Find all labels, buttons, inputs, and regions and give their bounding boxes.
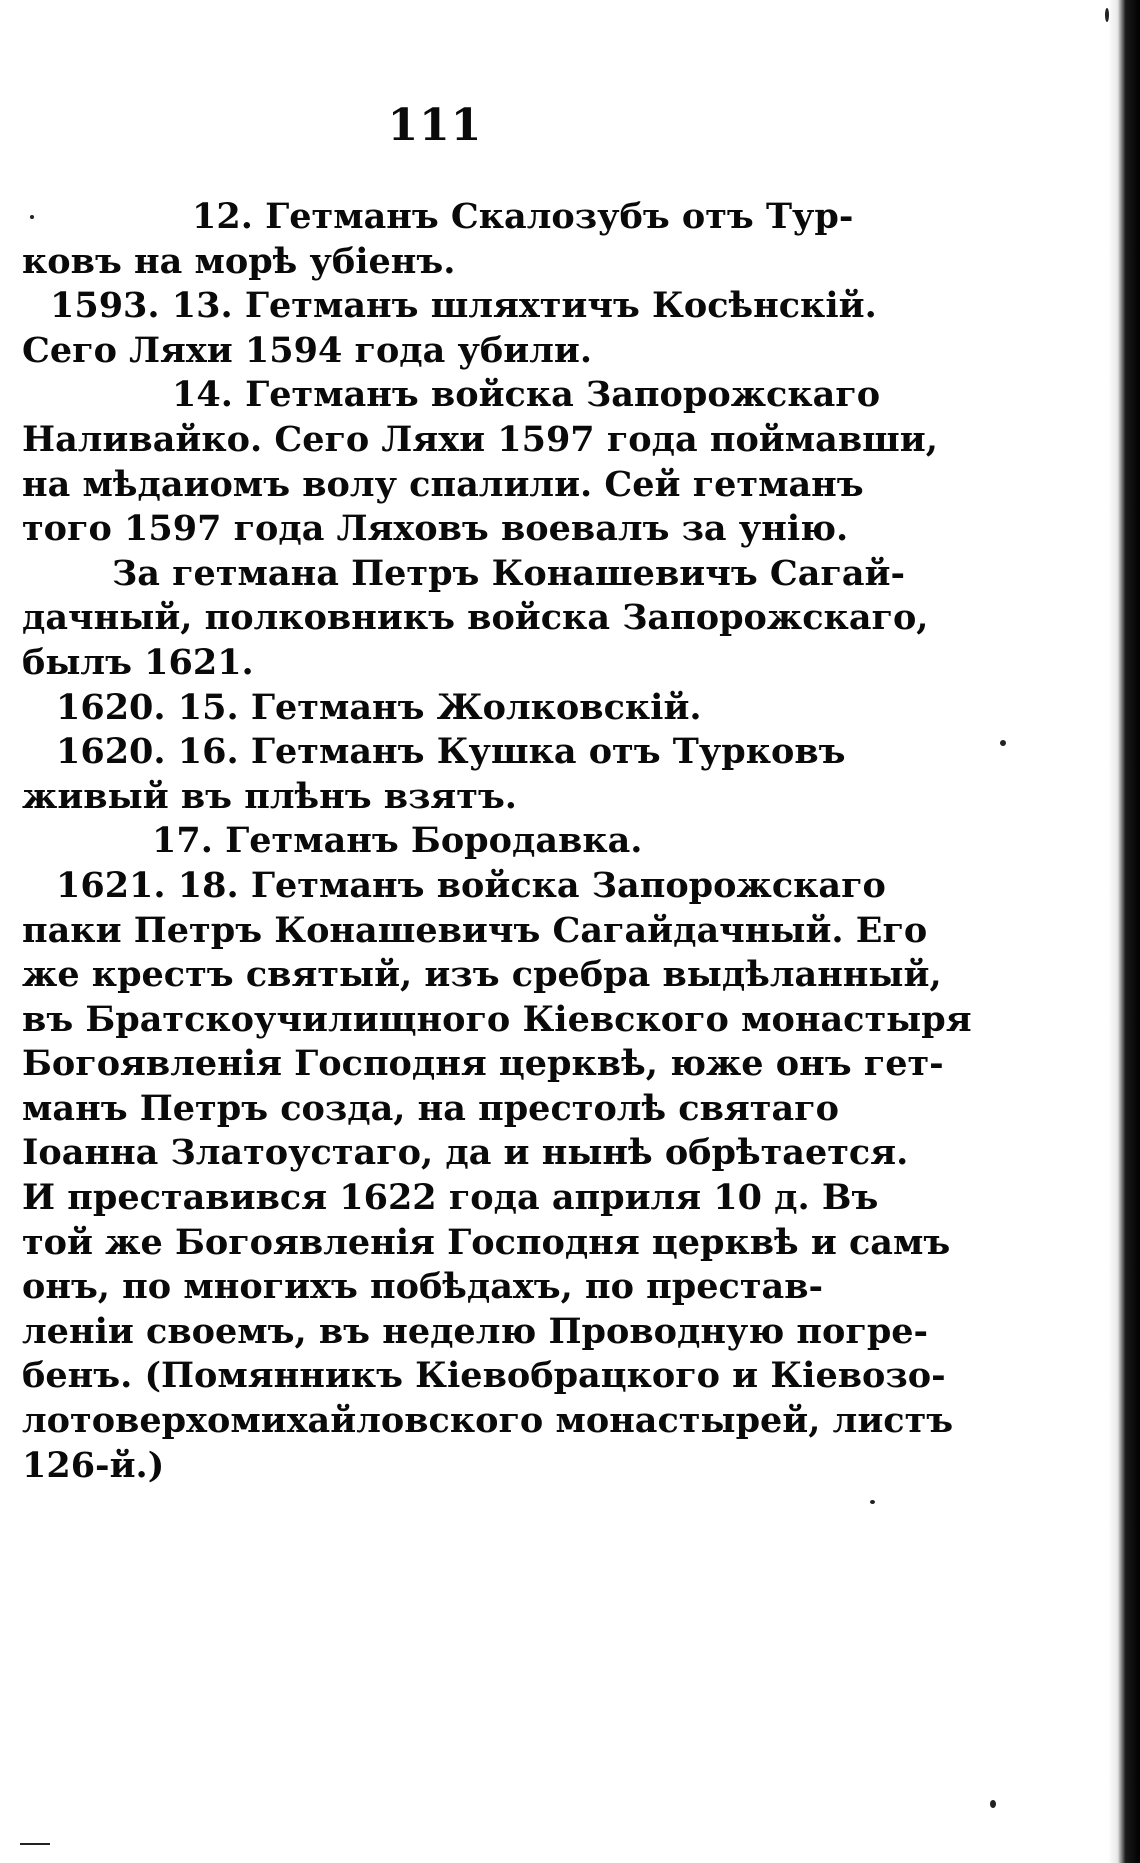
text-line: въ Братскоучилищного Кіевского монастыря xyxy=(22,998,972,1040)
text-line: Наливайко. Сего Ляхи 1597 года поймавши, xyxy=(22,418,938,460)
text-line: И преставився 1622 года априля 10 д. Въ xyxy=(22,1177,879,1219)
page-binding-edge xyxy=(1108,0,1140,1863)
print-speck xyxy=(20,1843,50,1845)
text-line: Богоявленія Господня церквѣ, юже онъ гет- xyxy=(22,1043,944,1085)
text-line: 1620. 16. Гетманъ Кушка отъ Турковъ xyxy=(56,731,846,773)
text-line: паки Петръ Конашевичъ Сагайдачный. Его xyxy=(22,909,928,951)
text-line: 1593. 13. Гетманъ шляхтичъ Косѣнскій. xyxy=(50,285,877,327)
text-line: лотоверхомихайловского монастырей, листъ xyxy=(22,1400,954,1442)
body-text xyxy=(22,195,972,1488)
print-speck xyxy=(30,215,34,219)
text-line: леніи своемъ, въ неделю Проводную погре- xyxy=(22,1310,929,1352)
text-line: того 1597 года Ляховъ воевалъ за унію. xyxy=(22,508,849,550)
text-line: же крестъ святый, изъ сребра выдѣланный, xyxy=(22,954,942,996)
text-line: былъ 1621. xyxy=(22,641,254,683)
print-speck xyxy=(990,1800,996,1808)
text-line: ковъ на морѣ убіенъ. xyxy=(22,240,456,282)
text-line: За гетмана Петръ Конашевичъ Сагай- xyxy=(112,552,906,594)
text-line: бенъ. (Помянникъ Кіевобрацкого и Кіевозо- xyxy=(22,1355,946,1397)
text-line: 17. Гетманъ Бородавка. xyxy=(152,820,643,862)
text-line: Іоанна Златоустаго, да и нынѣ обрѣтается. xyxy=(22,1132,909,1174)
text-line: 1621. 18. Гетманъ войска Запорожскаго xyxy=(56,864,886,906)
text-line: 126-й.) xyxy=(22,1444,165,1486)
text-line: 1620. 15. Гетманъ Жолковскій. xyxy=(56,686,702,728)
text-line: живый въ плѣнъ взятъ. xyxy=(22,775,517,817)
page-number: 111 xyxy=(387,100,483,151)
text-line: той же Богоявленія Господня церквѣ и самъ xyxy=(22,1221,951,1263)
text-line: 12. Гетманъ Скалозубъ отъ Тур- xyxy=(192,196,854,237)
text-line: дачный, полковникъ войска Запорожскаго, xyxy=(22,597,929,639)
text-line: 14. Гетманъ войска Запорожскаго xyxy=(172,374,881,416)
text-line: на мѣдаиомъ волу спалили. Сей гетманъ xyxy=(22,463,864,505)
text-line: манъ Петръ созда, на престолѣ святаго xyxy=(22,1087,839,1129)
text-line: онъ, по многихъ побѣдахъ, по престав- xyxy=(22,1266,824,1308)
print-speck xyxy=(870,1500,875,1504)
text-line: Сего Ляхи 1594 года убили. xyxy=(22,329,593,371)
print-speck xyxy=(1000,740,1006,746)
print-speck xyxy=(1105,8,1109,22)
